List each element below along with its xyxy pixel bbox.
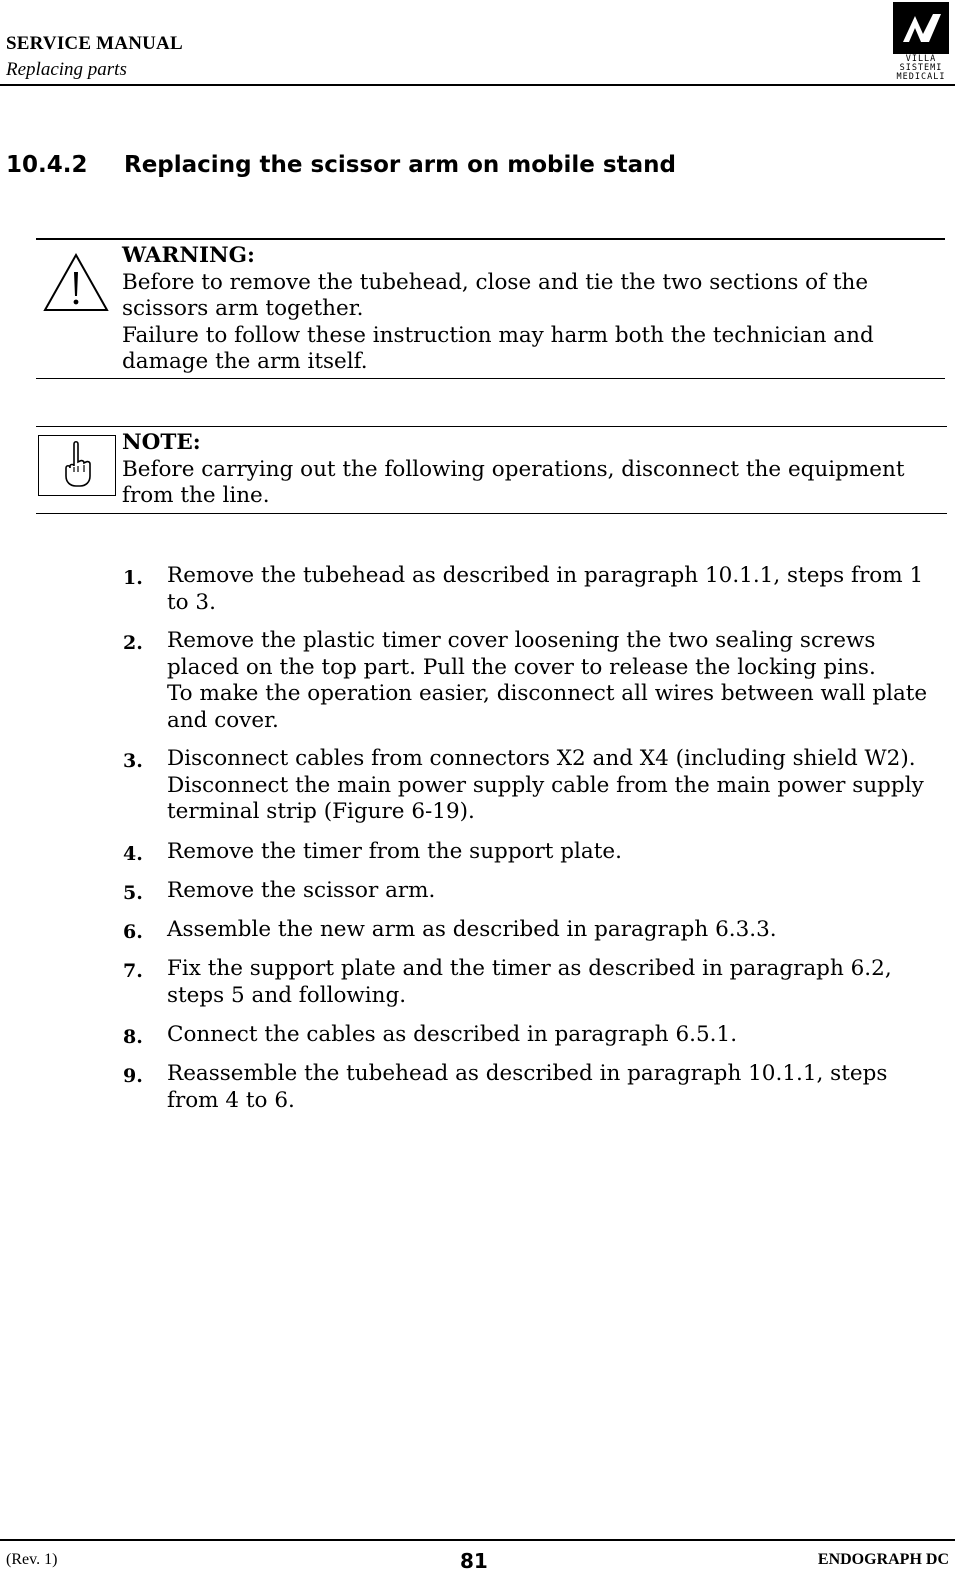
warning-line: Failure to follow these instruction may harm both the technician and [122,322,874,348]
step-line: Disconnect the main power supply cable from the main power supply [167,772,924,798]
step-number: 1. [123,567,143,589]
step-line: Remove the tubehead as described in paragraph 10.1.1, steps from 1 [167,563,924,588]
step-line: Disconnect cables from connectors X2 and X4 (including shield W2). [167,746,916,771]
warning-line: scissors arm together. [122,296,364,321]
note-label: NOTE: [122,430,201,455]
step-line: Remove the plastic timer cover loosening the two sealing screws [167,628,876,653]
step-line: Fix the support plate and the timer as described in paragraph 6.2, [167,956,892,981]
step-line: terminal strip (Figure 6-19). [167,799,475,824]
step-number: 2. [123,632,143,654]
step-line: from 4 to 6. [167,1087,295,1113]
step-line: Assemble the new arm as described in paragraph 6.3.3. [167,917,777,942]
logo-line-1: VILLA [905,54,937,64]
note-box [36,426,947,514]
section-title: Replacing the scissor arm on mobile stand [124,152,676,178]
step-number: 7. [123,960,143,982]
page-number: 81 [460,1549,488,1573]
step-line: Reassemble the tubehead as described in paragraph 10.1.1, steps [167,1061,888,1086]
page-footer [0,1539,955,1577]
step-line: Connect the cables as described in paragraph 6.5.1. [167,1022,738,1047]
step-line: To make the operation easier, disconnect all wires between wall plate [167,681,928,706]
section-number: 10.4.2 [6,152,88,178]
logo-line-3: MEDICALI [896,72,946,82]
pointing-hand-icon [38,435,116,496]
manual-title: SERVICE MANUAL [6,33,183,54]
step-line: to 3. [167,589,216,615]
step-line: and cover. [167,707,279,733]
note-line: Before carrying out the following operations, disconnect the equipment [122,456,905,482]
step-line: steps 5 and following. [167,982,407,1008]
warning-line: Before to remove the tubehead, close and tie the two sections of the [122,269,869,295]
warning-label: WARNING: [122,243,255,268]
note-line: from the line. [122,483,270,508]
warning-box [36,238,945,379]
warning-text [122,243,874,376]
villa-logo-mark-icon [893,2,949,54]
revision-label: (Rev. 1) [6,1551,58,1568]
note-text [122,430,905,510]
warning-triangle-icon [42,252,110,318]
step-line: Remove the scissor arm. [167,878,436,903]
step-number: 3. [123,750,143,772]
step-line: placed on the top part. Pull the cover to release the locking pins. [167,654,876,680]
step-number: 8. [123,1026,143,1048]
step-line: Remove the timer from the support plate. [167,839,622,864]
step-number: 5. [123,882,143,904]
step-number: 4. [123,843,143,865]
villa-logo [893,2,949,82]
product-name: ENDOGRAPH DC [817,1551,949,1568]
step-number: 9. [123,1065,143,1087]
warning-line: damage the arm itself. [122,349,368,374]
section-heading [6,152,676,178]
chapter-subtitle: Replacing parts [6,59,127,80]
page-header [0,0,955,86]
step-number: 6. [123,921,143,943]
logo-line-2: SISTEMI [899,63,943,73]
